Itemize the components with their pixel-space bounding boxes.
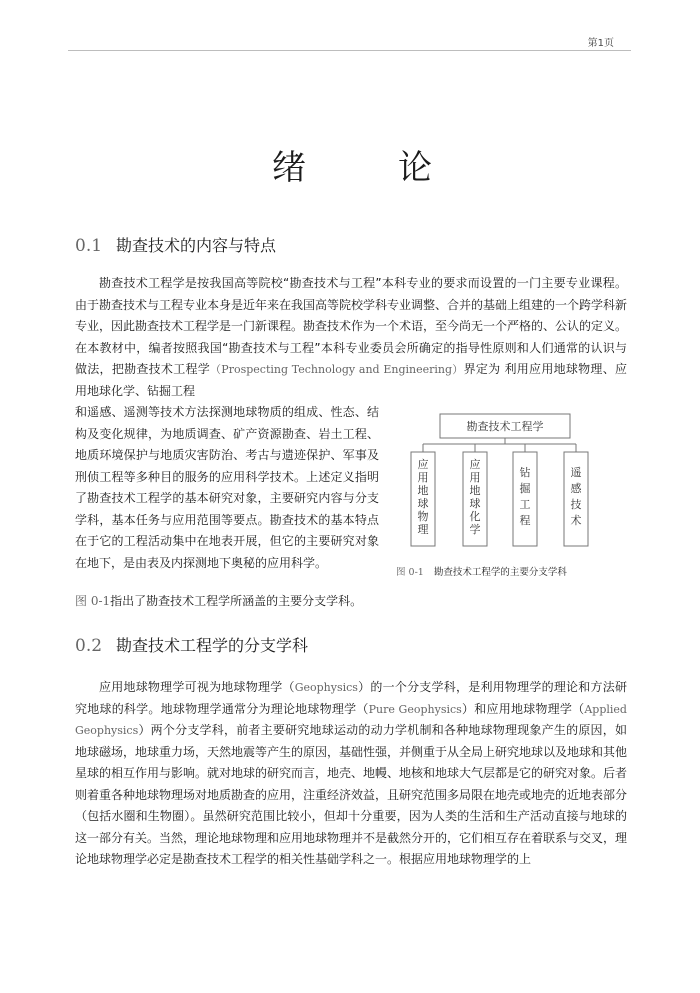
chapter-title-char-1: 绪 — [272, 148, 306, 188]
paragraph-text: 应用地球物理学可视为地球物理学（ — [99, 680, 295, 694]
chapter-title-char-2: 论 — [398, 148, 432, 188]
paragraph-text: ）的一个分支学科，是利用物理学的理论和方法研究地球的科学。地球物理学通常分为理论地球物理学（ — [75, 680, 627, 716]
english-term: Pure Geophysics — [368, 702, 462, 716]
section-number: 0.1 — [75, 236, 103, 256]
english-term: Geophysics — [294, 681, 358, 694]
branch-label-4: 遥感技术 — [570, 466, 582, 527]
branch-label-2: 应用地球化学 — [469, 458, 481, 536]
top-box-label: 勘查技术工程学 — [466, 420, 544, 433]
wrapped-paragraph: 和遥感、遥测等技术方法探测地球物质的组成、性态、结构及变化规律，为地质调查、矿产资源勘查、岩土工程、地质环境保护与地质灾害防治、考古与遗迹保护、军事及刑侦工程等多种目的服务的应用科学技术。上述定义指明了勘查技术工程学的基本研究对象，主要研究内容与分支学科，基本任务与应用范围等要点。勘查技术的基本特点在于它的工程活动集中在地表开展，但它的主要研究对象在地下，是由表及内探测地下奥秘的应用科学。 — [75, 405, 379, 570]
section-title: 勘查技术的内容与特点 — [116, 236, 277, 255]
figure-caption-number: 图 0-1 — [396, 567, 424, 578]
section-heading-1 — [75, 233, 276, 256]
paragraph-text: 界定为 利用应用地球物理、应用地球化学、钻掘工程 — [75, 362, 627, 398]
english-term: Applied Geophysics — [75, 702, 627, 737]
branch-label-1: 应用地球物理 — [417, 458, 429, 536]
figure-reference-line — [75, 591, 362, 613]
paragraph-text: ）两个分支学科，前者主要研究地球运动的动力学机制和各种地球物理现象产生的原因，如地球磁场，地球重力场，天然地震等产生的原因，基础性强，并侧重于从全局上研究地球以及地球和其他星球的相互作用与影响。就对地球的研究而言，地壳、地幔、地核和地球大气层都是它的研究对象。后者则着重各种地球物理场对地质勘查的应用，注重经济效益，且研究范围多局限在地壳或地壳的近地表部分（包括水圈和生物圈）。虽然研究范围比较小，但却十分重要，因为人类的生活和生产活动直接与地球的这一部分有关。当然，理论地球物理和应用地球物理并不是截然分开的，它们相互存在着联系与交叉，理论地球物理学必定是勘查技术工程学的相关性基础学科之一。根据应用地球物理学的上 — [75, 723, 628, 866]
figure-caption-text: 勘查技术工程学的主要分支学科 — [433, 567, 567, 578]
paragraph-text: 指出了勘查技术工程学所涵盖的主要分支学科。 — [110, 594, 363, 608]
section1-paragraph — [75, 273, 627, 402]
section-heading-2 — [75, 633, 308, 656]
branch-label-3: 钻掘工程 — [519, 466, 531, 527]
english-term: （Prospecting Technology and Engineering） — [210, 363, 464, 376]
header-rule — [68, 50, 631, 51]
paragraph-text: 勘查技术工程学是按我国高等院校“勘查技术与工程”本科专业的要求而设置的一门主要专业课程。由于勘查技术与工程专业本身是近年来在我国高等院校学科专业调整、合并的基础上组建的一个跨学科新专业，因此勘查技术工程学是一门新课程。勘查技术作为一个术语，至今尚无一个严格的、公认的定义。在本教材中，编者按照我国“勘查技术与工程”本科专业委员会所确定的指导性原则和人们通常的认识与做法，把勘查技术工程学 — [75, 276, 628, 376]
section-title: 勘查技术工程学的分支学科 — [116, 636, 309, 655]
section-number: 0.2 — [75, 636, 103, 656]
page-number: 第1页 — [587, 38, 614, 49]
section2-paragraph — [75, 677, 627, 871]
paragraph-text: ）和应用地球物理学（ — [461, 701, 585, 716]
figure-caption — [396, 564, 626, 578]
branch-diagram — [408, 408, 620, 556]
figure-reference: 图 0-1 — [75, 594, 111, 608]
